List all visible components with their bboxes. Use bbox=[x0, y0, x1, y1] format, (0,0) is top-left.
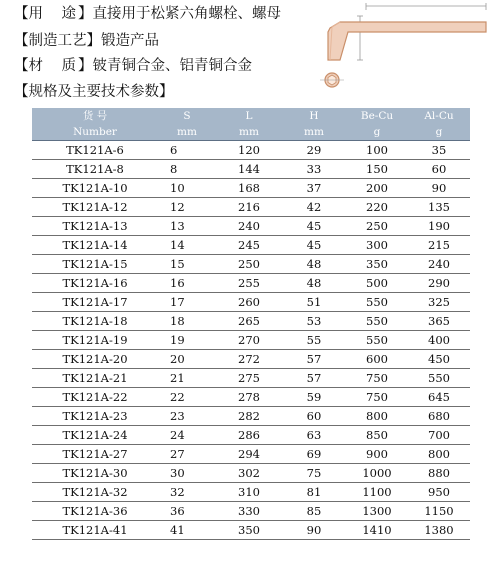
table-row bbox=[32, 160, 470, 179]
table-row bbox=[32, 274, 470, 293]
cell-col-h: 53 bbox=[282, 312, 346, 331]
table-row bbox=[32, 445, 470, 464]
cell-col-number: TK121A-8 bbox=[32, 160, 158, 179]
cell-col-h: 75 bbox=[282, 464, 346, 483]
spec-title: 规格及主要技术参数 bbox=[28, 84, 159, 100]
cell-col-al-cu: 240 bbox=[408, 255, 470, 274]
cell-col-number: TK121A-36 bbox=[32, 502, 158, 521]
cell-col-h: 42 bbox=[282, 198, 346, 217]
cell-col-s: 23 bbox=[158, 407, 216, 426]
material-line: 【材 质】铍青铜合金、铝青铜合金 bbox=[14, 58, 252, 74]
cell-col-number: TK121A-16 bbox=[32, 274, 158, 293]
cell-col-number: TK121A-14 bbox=[32, 236, 158, 255]
cell-col-l: 310 bbox=[216, 483, 282, 502]
table-row bbox=[32, 312, 470, 331]
cell-col-s: 30 bbox=[158, 464, 216, 483]
cell-col-al-cu: 90 bbox=[408, 179, 470, 198]
cell-col-s: 19 bbox=[158, 331, 216, 350]
cell-col-l: 294 bbox=[216, 445, 282, 464]
table-row bbox=[32, 217, 470, 236]
cell-col-be-cu: 550 bbox=[346, 293, 408, 312]
material-text: 铍青铜合金、铝青铜合金 bbox=[92, 58, 252, 74]
table-row bbox=[32, 502, 470, 521]
table-row bbox=[32, 521, 470, 540]
cell-col-number: TK121A-6 bbox=[32, 141, 158, 160]
cell-col-s: 8 bbox=[158, 160, 216, 179]
cell-col-be-cu: 200 bbox=[346, 179, 408, 198]
cell-col-s: 22 bbox=[158, 388, 216, 407]
usage-label: 用 途 bbox=[28, 6, 78, 22]
header-unit-col-s: mm bbox=[158, 124, 216, 141]
cell-col-s: 15 bbox=[158, 255, 216, 274]
cell-col-h: 63 bbox=[282, 426, 346, 445]
cell-col-l: 265 bbox=[216, 312, 282, 331]
cell-col-l: 240 bbox=[216, 217, 282, 236]
cell-col-l: 270 bbox=[216, 331, 282, 350]
cell-col-s: 41 bbox=[158, 521, 216, 540]
table-row bbox=[32, 198, 470, 217]
process-text: 锻造产品 bbox=[101, 33, 159, 49]
cell-col-s: 21 bbox=[158, 369, 216, 388]
cell-col-be-cu: 1300 bbox=[346, 502, 408, 521]
cell-col-s: 27 bbox=[158, 445, 216, 464]
cell-col-number: TK121A-10 bbox=[32, 179, 158, 198]
product-info-header bbox=[0, 0, 501, 105]
cell-col-h: 51 bbox=[282, 293, 346, 312]
cell-col-h: 57 bbox=[282, 350, 346, 369]
cell-col-s: 14 bbox=[158, 236, 216, 255]
cell-col-s: 12 bbox=[158, 198, 216, 217]
cell-col-l: 216 bbox=[216, 198, 282, 217]
cell-col-number: TK121A-17 bbox=[32, 293, 158, 312]
cell-col-al-cu: 190 bbox=[408, 217, 470, 236]
cell-col-al-cu: 1150 bbox=[408, 502, 470, 521]
cell-col-number: TK121A-19 bbox=[32, 331, 158, 350]
header-unit-col-be-cu: g bbox=[346, 124, 408, 141]
cell-col-al-cu: 1380 bbox=[408, 521, 470, 540]
cell-col-al-cu: 400 bbox=[408, 331, 470, 350]
table-row bbox=[32, 255, 470, 274]
cell-col-s: 36 bbox=[158, 502, 216, 521]
cell-col-l: 245 bbox=[216, 236, 282, 255]
header-col-be-cu: Be-Cu bbox=[360, 110, 394, 122]
spec-table bbox=[32, 108, 470, 540]
cell-col-number: TK121A-13 bbox=[32, 217, 158, 236]
cell-col-be-cu: 150 bbox=[346, 160, 408, 179]
cell-col-l: 272 bbox=[216, 350, 282, 369]
cell-col-number: TK121A-30 bbox=[32, 464, 158, 483]
cell-col-h: 81 bbox=[282, 483, 346, 502]
table-row bbox=[32, 388, 470, 407]
header-unit-col-l: mm bbox=[216, 124, 282, 141]
table-row bbox=[32, 293, 470, 312]
cell-col-s: 17 bbox=[158, 293, 216, 312]
table-row bbox=[32, 179, 470, 198]
table-row bbox=[32, 350, 470, 369]
cell-col-be-cu: 1100 bbox=[346, 483, 408, 502]
header-col-number: 货 号 bbox=[82, 110, 108, 122]
table-row bbox=[32, 483, 470, 502]
cell-col-be-cu: 850 bbox=[346, 426, 408, 445]
usage-line: 【用 途】直接用于松紧六角螺栓、螺母 bbox=[14, 6, 281, 22]
cell-col-l: 282 bbox=[216, 407, 282, 426]
cell-col-number: TK121A-12 bbox=[32, 198, 158, 217]
table-row bbox=[32, 331, 470, 350]
spec-table-body bbox=[32, 141, 470, 540]
cell-col-s: 32 bbox=[158, 483, 216, 502]
cell-col-be-cu: 550 bbox=[346, 312, 408, 331]
cell-col-h: 90 bbox=[282, 521, 346, 540]
cell-col-l: 250 bbox=[216, 255, 282, 274]
process-line: 【制造工艺】锻造产品 bbox=[14, 33, 159, 49]
cell-col-al-cu: 325 bbox=[408, 293, 470, 312]
cell-col-h: 29 bbox=[282, 141, 346, 160]
cell-col-be-cu: 100 bbox=[346, 141, 408, 160]
cell-col-s: 10 bbox=[158, 179, 216, 198]
cell-col-h: 55 bbox=[282, 331, 346, 350]
cell-col-l: 330 bbox=[216, 502, 282, 521]
cell-col-al-cu: 365 bbox=[408, 312, 470, 331]
cell-col-be-cu: 900 bbox=[346, 445, 408, 464]
cell-col-l: 144 bbox=[216, 160, 282, 179]
cell-col-be-cu: 250 bbox=[346, 217, 408, 236]
cell-col-al-cu: 550 bbox=[408, 369, 470, 388]
cell-col-be-cu: 500 bbox=[346, 274, 408, 293]
cell-col-be-cu: 350 bbox=[346, 255, 408, 274]
cell-col-al-cu: 700 bbox=[408, 426, 470, 445]
cell-col-h: 60 bbox=[282, 407, 346, 426]
cell-col-number: TK121A-18 bbox=[32, 312, 158, 331]
table-row bbox=[32, 369, 470, 388]
hex-key-wrench-icon bbox=[318, 2, 498, 102]
cell-col-s: 18 bbox=[158, 312, 216, 331]
cell-col-al-cu: 215 bbox=[408, 236, 470, 255]
process-label: 制造工艺 bbox=[28, 33, 87, 49]
material-label: 材 质 bbox=[28, 58, 78, 74]
cell-col-be-cu: 220 bbox=[346, 198, 408, 217]
cell-col-al-cu: 800 bbox=[408, 445, 470, 464]
cell-col-l: 255 bbox=[216, 274, 282, 293]
cell-col-number: TK121A-23 bbox=[32, 407, 158, 426]
cell-col-number: TK121A-22 bbox=[32, 388, 158, 407]
cell-col-l: 260 bbox=[216, 293, 282, 312]
cell-col-l: 286 bbox=[216, 426, 282, 445]
cell-col-h: 57 bbox=[282, 369, 346, 388]
cell-col-h: 37 bbox=[282, 179, 346, 198]
cell-col-al-cu: 880 bbox=[408, 464, 470, 483]
cell-col-l: 275 bbox=[216, 369, 282, 388]
cell-col-al-cu: 680 bbox=[408, 407, 470, 426]
cell-col-h: 48 bbox=[282, 274, 346, 293]
usage-text: 直接用于松紧六角螺栓、螺母 bbox=[92, 6, 281, 22]
cell-col-al-cu: 135 bbox=[408, 198, 470, 217]
header-col-h: H bbox=[309, 110, 319, 122]
cell-col-number: TK121A-32 bbox=[32, 483, 158, 502]
cell-col-h: 33 bbox=[282, 160, 346, 179]
table-row bbox=[32, 426, 470, 445]
cell-col-h: 85 bbox=[282, 502, 346, 521]
cell-col-h: 69 bbox=[282, 445, 346, 464]
cell-col-al-cu: 645 bbox=[408, 388, 470, 407]
cell-col-l: 168 bbox=[216, 179, 282, 198]
table-row bbox=[32, 236, 470, 255]
cell-col-be-cu: 300 bbox=[346, 236, 408, 255]
cell-col-h: 45 bbox=[282, 236, 346, 255]
header-col-l: L bbox=[245, 110, 253, 122]
cell-col-l: 302 bbox=[216, 464, 282, 483]
cell-col-number: TK121A-27 bbox=[32, 445, 158, 464]
cell-col-be-cu: 600 bbox=[346, 350, 408, 369]
cell-col-number: TK121A-21 bbox=[32, 369, 158, 388]
cell-col-s: 20 bbox=[158, 350, 216, 369]
cell-col-number: TK121A-20 bbox=[32, 350, 158, 369]
cell-col-s: 6 bbox=[158, 141, 216, 160]
spec-table-header bbox=[32, 108, 470, 141]
cell-col-l: 120 bbox=[216, 141, 282, 160]
header-row-en bbox=[32, 124, 470, 141]
header-row-cn bbox=[32, 108, 470, 124]
header-unit-col-al-cu: g bbox=[408, 124, 470, 141]
cell-col-be-cu: 750 bbox=[346, 369, 408, 388]
cell-col-be-cu: 1410 bbox=[346, 521, 408, 540]
header-col-s: S bbox=[183, 110, 191, 122]
cell-col-be-cu: 750 bbox=[346, 388, 408, 407]
cell-col-h: 59 bbox=[282, 388, 346, 407]
cell-col-be-cu: 550 bbox=[346, 331, 408, 350]
cell-col-al-cu: 60 bbox=[408, 160, 470, 179]
table-row bbox=[32, 141, 470, 160]
header-unit-col-number: Number bbox=[32, 124, 158, 141]
cell-col-s: 24 bbox=[158, 426, 216, 445]
cell-col-l: 350 bbox=[216, 521, 282, 540]
cell-col-h: 45 bbox=[282, 217, 346, 236]
cell-col-number: TK121A-24 bbox=[32, 426, 158, 445]
cell-col-al-cu: 290 bbox=[408, 274, 470, 293]
header-col-al-cu: Al-Cu bbox=[424, 110, 454, 122]
spec-title-line: 【规格及主要技术参数】 bbox=[14, 84, 174, 100]
table-row bbox=[32, 464, 470, 483]
cell-col-number: TK121A-15 bbox=[32, 255, 158, 274]
cell-col-l: 278 bbox=[216, 388, 282, 407]
spec-table-container bbox=[32, 108, 470, 540]
cell-col-al-cu: 450 bbox=[408, 350, 470, 369]
cell-col-s: 16 bbox=[158, 274, 216, 293]
cell-col-h: 48 bbox=[282, 255, 346, 274]
cell-col-be-cu: 800 bbox=[346, 407, 408, 426]
cell-col-s: 13 bbox=[158, 217, 216, 236]
header-unit-col-h: mm bbox=[282, 124, 346, 141]
table-row bbox=[32, 407, 470, 426]
cell-col-be-cu: 1000 bbox=[346, 464, 408, 483]
cell-col-al-cu: 35 bbox=[408, 141, 470, 160]
cell-col-al-cu: 950 bbox=[408, 483, 470, 502]
cell-col-number: TK121A-41 bbox=[32, 521, 158, 540]
